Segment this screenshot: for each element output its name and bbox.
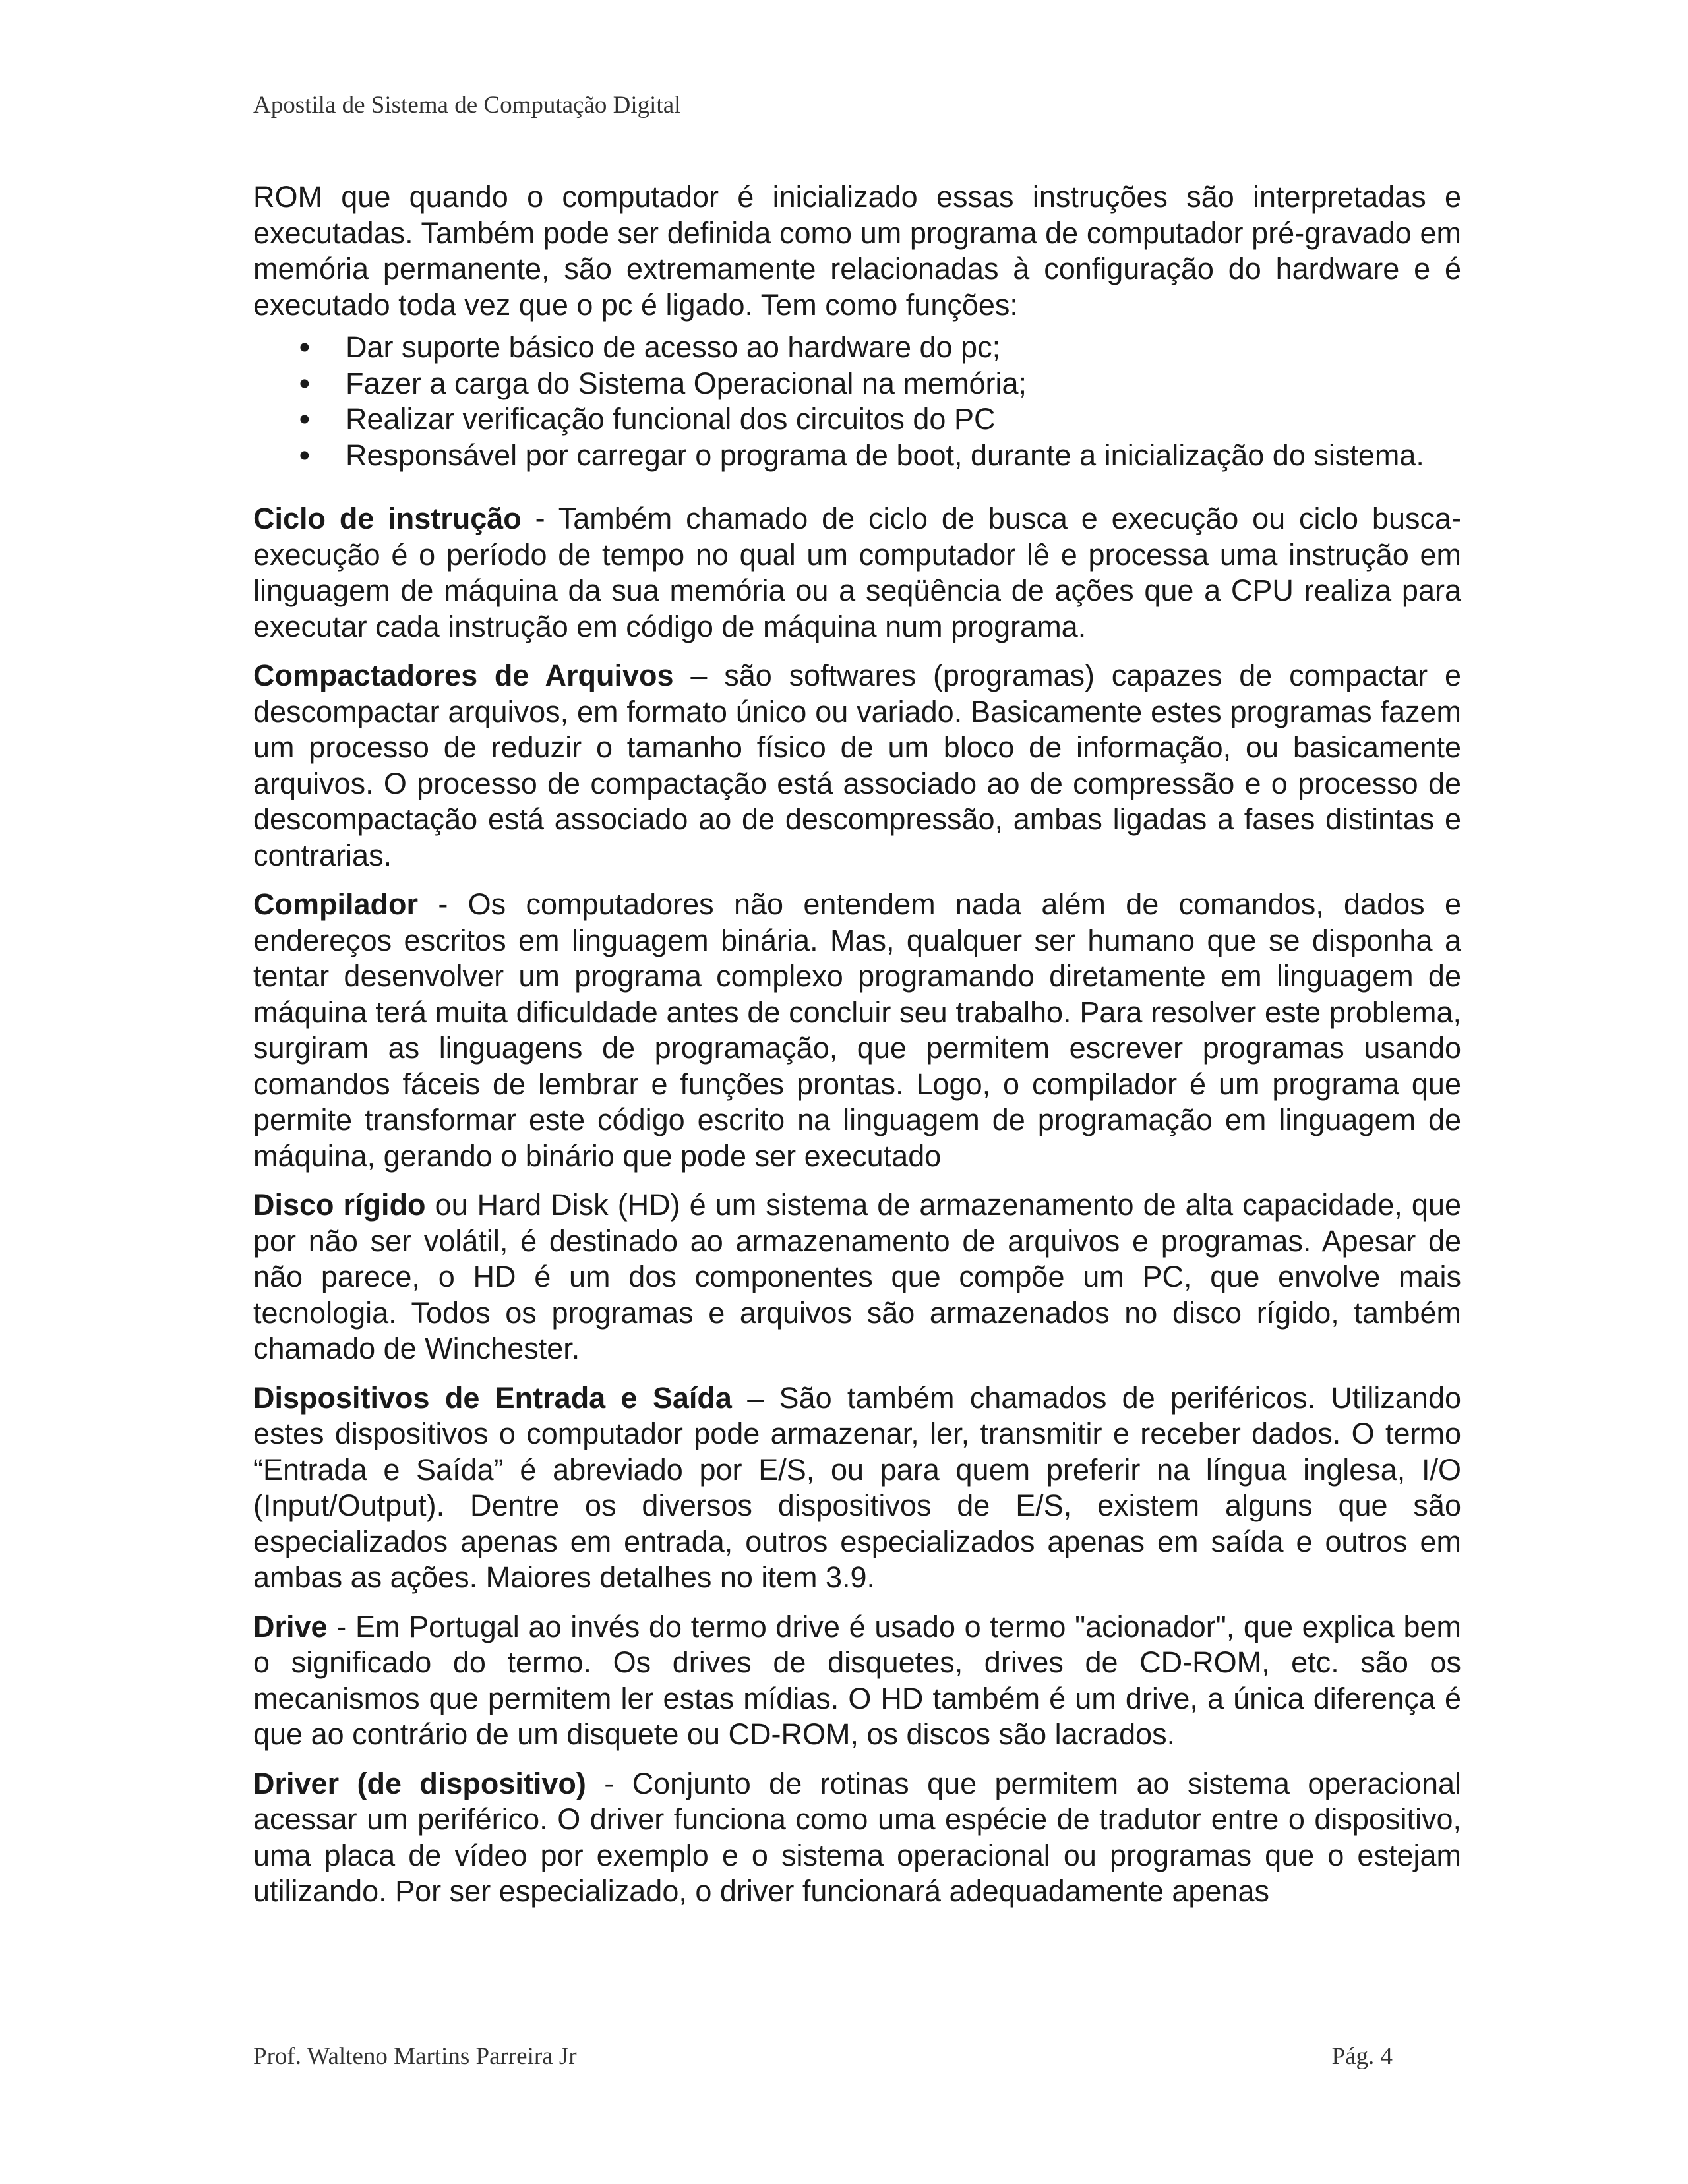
glossary-definition: – são softwares (programas) capazes de compactar e descompactar arquivos, em formato único ou variado. Basicamente estes programas fazem um processo de reduzir o tamanho físico de um bloco de informação, ou basicamente arquivos. O processo de compactação está associado ao de compressão e o processo de descompactação está associado ao de descompressão, ambas ligadas a fases distintas e contrarias. <box>253 659 1461 872</box>
running-header: Apostila de Sistema de Computação Digital <box>253 92 681 119</box>
list-item-text: Responsável por carregar o programa de boot, durante a inicialização do sistema. <box>346 438 1424 472</box>
list-item-text: Realizar verificação funcional dos circuitos do PC <box>346 402 996 436</box>
bullet-icon: • <box>299 438 310 472</box>
glossary-definition: - Os computadores não entendem nada além de comandos, dados e endereços escritos em linguagem binária. Mas, qualquer ser humano que se disponha a tentar desenvolver um programa complexo programando diretamente em linguagem de máquina terá muita dificuldade antes de concluir seu trabalho. Para resolver este problema, surgiram as linguagens de programação, que permitem escrever programas usando comandos fáceis de lembrar e funções prontas. Logo, o compilador é um programa que permite transformar este código escrito na linguagem de programação em linguagem de máquina, gerando o binário que pode ser executado <box>253 887 1461 1173</box>
glossary-entry <box>253 501 1461 645</box>
glossary-term: Drive <box>253 1609 328 1643</box>
glossary-entry <box>253 887 1461 1174</box>
list-item-text: Dar suporte básico de acesso ao hardware do pc; <box>346 330 1001 364</box>
intro-paragraph: ROM que quando o computador é inicializado essas instruções são interpretadas e executadas. Também pode ser definida como um programa de computador pré-gravado em memória permanente, são extremamente relacionadas à configuração do hardware e é executado toda vez que o pc é ligado. Tem como funções: <box>253 180 1461 322</box>
list-item <box>253 366 1461 402</box>
bullet-icon: • <box>299 366 310 400</box>
function-list <box>253 330 1461 473</box>
page-number: Pág. 4 <box>1331 2043 1393 2070</box>
list-item <box>253 330 1461 366</box>
glossary-term: Driver (de dispositivo) <box>253 1766 586 1800</box>
running-footer <box>253 2042 1393 2071</box>
glossary-term: Disco rígido <box>253 1188 426 1222</box>
glossary-term: Compactadores de Arquivos <box>253 659 674 692</box>
glossary-definition: ou Hard Disk (HD) é um sistema de armazenamento de alta capacidade, que por não ser volátil, é destinado ao armazenamento de arquivos e programas. Apesar de não parece, o HD é um dos componentes que compõe um PC, que envolve mais tecnologia. Todos os programas e arquivos são armazenados no disco rígido, também chamado de Winchester. <box>253 1188 1461 1365</box>
glossary-definition: - Conjunto de rotinas que permitem ao sistema operacional acessar um periférico. O driver funciona como uma espécie de tradutor entre o dispositivo, uma placa de vídeo por exemplo e o sistema operacional ou programas que o estejam utilizando. Por ser especializado, o driver funcionará adequadamente apenas <box>253 1766 1462 1908</box>
glossary-definition: - Também chamado de ciclo de busca e execução ou ciclo busca-execução é o período de tempo no qual um computador lê e processa uma instrução em linguagem de máquina da sua memória ou a seqüência de ações que a CPU realiza para executar cada instrução em código de máquina num programa. <box>253 502 1461 643</box>
page-body <box>253 179 1461 1923</box>
glossary-entry <box>253 1187 1461 1367</box>
glossary-definition: – São também chamados de periféricos. Utilizando estes dispositivos o computador pode armazenar, ler, transmitir e receber dados. O termo “Entrada e Saída” é abreviado por E/S, ou para quem preferir na língua inglesa, I/O (Input/Output). Dentre os diversos dispositivos de E/S, existem alguns que são especializados apenas em entrada, outros especializados apenas em saída e outros em ambas as ações. Maiores detalhes no item 3.9. <box>253 1380 1461 1594</box>
glossary-term: Dispositivos de Entrada e Saída <box>253 1380 732 1415</box>
glossary-definition: - Em Portugal ao invés do termo drive é usado o termo "acionador", que explica bem o significado do termo. Os drives de disquetes, drives de CD-ROM, etc. são os mecanismos que permitem ler estas mídias. O HD também é um drive, a única diferença é que ao contrário de um disquete ou CD-ROM, os discos são lacrados. <box>253 1609 1461 1751</box>
bullet-icon: • <box>299 330 310 364</box>
bullet-icon: • <box>299 402 310 436</box>
glossary-term: Compilador <box>253 887 419 921</box>
list-item <box>253 438 1461 474</box>
list-item <box>253 401 1461 438</box>
glossary-entry <box>253 1380 1461 1596</box>
glossary-entry <box>253 1609 1461 1753</box>
glossary-entry <box>253 1766 1461 1910</box>
footer-author: Prof. Walteno Martins Parreira Jr <box>253 2043 577 2070</box>
list-item-text: Fazer a carga do Sistema Operacional na memória; <box>346 366 1027 400</box>
glossary-entry <box>253 658 1461 873</box>
glossary-term: Ciclo de instrução <box>253 502 522 535</box>
